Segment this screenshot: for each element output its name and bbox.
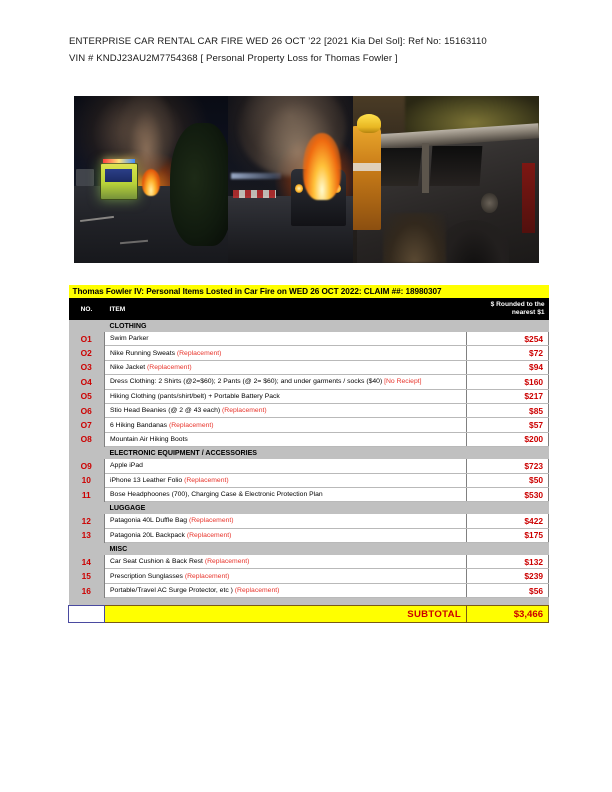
row-item-description — [105, 346, 467, 360]
row-number: 11 — [69, 487, 105, 501]
row-item-description — [105, 569, 467, 583]
column-header-amount-line1: $ Rounded to the — [490, 300, 545, 308]
row-item-text: Patagonia 20L Backpack — [110, 531, 187, 539]
table-spacer-row — [69, 598, 549, 606]
photo-1-fire-engine — [100, 163, 138, 200]
table-row — [69, 583, 549, 597]
section-header-row — [69, 320, 549, 332]
row-item-description — [105, 432, 467, 446]
subtotal-blank-cell — [69, 606, 105, 623]
section-amount-cell — [467, 543, 549, 556]
section-amount-cell — [467, 502, 549, 515]
claim-banner-row — [69, 285, 549, 298]
row-number: O8 — [69, 432, 105, 446]
section-title: MISC — [105, 543, 467, 556]
column-header-row — [69, 298, 549, 320]
spacer-cell — [105, 598, 467, 606]
photo-2-emergency-lights — [231, 173, 281, 180]
photo-2-road-barrier — [233, 190, 275, 198]
section-no-cell — [69, 543, 105, 556]
row-number: 14 — [69, 555, 105, 569]
row-number: O6 — [69, 403, 105, 417]
row-amount: $56 — [467, 583, 549, 597]
row-item-text: Patagonia 40L Duffle Bag — [110, 517, 189, 525]
photo-burned-car-closeup — [353, 96, 539, 263]
section-amount-cell — [467, 320, 549, 332]
table-row — [69, 403, 549, 417]
row-item-description — [105, 332, 467, 346]
row-item-text: Dress Clothing: 2 Shirts (@2=$60); 2 Pants (@ 2= $60); and under garments / socks ($40) — [110, 378, 385, 386]
photo-1-lightbar — [103, 159, 134, 164]
photo-2-headlight — [295, 184, 303, 193]
row-item-note: (Replacement) — [188, 517, 234, 525]
photo-3-red-paint-panel — [522, 163, 535, 233]
tail-cell — [105, 623, 467, 628]
row-item-text: Portable/Travel AC Surge Protector, etc ) — [110, 587, 235, 595]
row-item-text: Hiking Clothing (pants/shirt/belt) + Portable Battery Pack — [110, 392, 280, 400]
row-number: 13 — [69, 528, 105, 542]
column-header-item: ITEM — [105, 298, 467, 320]
row-item-description — [105, 360, 467, 374]
table-row — [69, 528, 549, 542]
row-item-text: Nike Jacket — [110, 363, 148, 371]
row-item-description — [105, 403, 467, 417]
spacer-cell — [69, 598, 105, 606]
row-item-description — [105, 418, 467, 432]
photo-3-fuel-cap — [481, 193, 498, 213]
row-item-description — [105, 459, 467, 473]
row-item-description — [105, 555, 467, 569]
subtotal-row — [69, 606, 549, 623]
table-row — [69, 432, 549, 446]
photo-1-flames — [142, 169, 161, 196]
row-amount: $254 — [467, 332, 549, 346]
section-header-row — [69, 447, 549, 460]
section-header-row — [69, 543, 549, 556]
row-item-text: iPhone 13 Leather Folio — [110, 476, 185, 484]
row-amount: $200 — [467, 432, 549, 446]
row-amount: $239 — [467, 569, 549, 583]
row-item-text: Car Seat Cushion & Back Rest — [110, 558, 205, 566]
table-row — [69, 487, 549, 501]
section-title: LUGGAGE — [105, 502, 467, 515]
row-item-text: Nike Running Sweats — [110, 349, 177, 357]
section-no-cell — [69, 447, 105, 460]
photo-3-front-window-opening — [377, 148, 422, 186]
table-row — [69, 555, 549, 569]
photo-fire-engine-roadside-fire — [74, 96, 228, 263]
row-amount: $57 — [467, 418, 549, 432]
row-amount: $175 — [467, 528, 549, 542]
row-number: O3 — [69, 360, 105, 374]
row-number: 16 — [69, 583, 105, 597]
photo-2-flames — [303, 133, 340, 200]
row-item-description — [105, 487, 467, 501]
row-amount: $72 — [467, 346, 549, 360]
row-number: O1 — [69, 332, 105, 346]
row-item-note: (Replacement) — [222, 407, 267, 415]
row-item-text: Bose Headphoones (700), Charging Case & Electronic Protection Plan — [110, 491, 323, 499]
row-amount: $85 — [467, 403, 549, 417]
row-item-description — [105, 514, 467, 528]
row-item-note: (Replacement) — [168, 421, 214, 429]
row-amount: $50 — [467, 473, 549, 487]
section-header-row — [69, 502, 549, 515]
row-amount: $422 — [467, 514, 549, 528]
tail-cell — [467, 623, 549, 628]
row-item-text: 6 Hiking Bandanas — [110, 421, 169, 429]
row-item-description — [105, 583, 467, 597]
table-row — [69, 569, 549, 583]
table-row — [69, 375, 549, 389]
row-number: O5 — [69, 389, 105, 403]
row-item-description — [105, 473, 467, 487]
column-header-no: NO. — [69, 298, 105, 320]
row-number: O4 — [69, 375, 105, 389]
photo-3-b-pillar — [422, 143, 429, 193]
header-line-1: ENTERPRISE CAR RENTAL CAR FIRE WED 26 OCT ’22 [2021 Kia Del Sol]: Ref No: 15163110 — [69, 36, 487, 47]
table-row — [69, 473, 549, 487]
row-number: O9 — [69, 459, 105, 473]
section-amount-cell — [467, 447, 549, 460]
tail-cell — [69, 623, 105, 628]
row-item-note: (Replacement) — [184, 476, 229, 484]
photo-car-ablaze-head-on — [228, 96, 353, 263]
row-item-note: (Replacement) — [147, 363, 192, 371]
photo-3-firefighter-reflective-stripe — [353, 163, 381, 171]
header-line-2: VIN # KNDJ23AU2M7754368 [ Personal Property Loss for Thomas Fowler ] — [69, 53, 398, 64]
document-header — [69, 33, 549, 67]
table-tail-row — [69, 623, 549, 628]
photo-3-rear-window-opening — [430, 146, 483, 186]
row-item-text: Prescription Sunglasses — [110, 572, 185, 580]
row-number: 12 — [69, 514, 105, 528]
column-header-amount-line2: nearest $1 — [511, 309, 545, 316]
photo-3-firefighter-helmet — [357, 114, 381, 132]
row-number: O2 — [69, 346, 105, 360]
photo-1-roadside-bush — [170, 123, 229, 247]
table-row — [69, 418, 549, 432]
photo-1-engine-window — [105, 169, 132, 182]
table-row — [69, 332, 549, 346]
section-title: CLOTHING — [105, 320, 467, 332]
photo-strip — [74, 96, 539, 263]
row-item-note: (Replacement) — [234, 587, 280, 595]
column-header-amount — [467, 298, 549, 320]
photo-3-firefighter-coat — [353, 126, 381, 230]
subtotal-amount: $3,466 — [467, 606, 549, 623]
row-item-description — [105, 375, 467, 389]
personal-items-sheet — [68, 285, 548, 627]
row-item-text: Swim Parker — [110, 335, 149, 343]
row-amount: $160 — [467, 375, 549, 389]
row-item-note: (Replacement) — [204, 558, 250, 566]
table-row — [69, 360, 549, 374]
row-number: 15 — [69, 569, 105, 583]
row-item-text: Mountain Air Hiking Boots — [110, 435, 188, 443]
row-amount: $94 — [467, 360, 549, 374]
items-table — [68, 285, 549, 627]
claim-banner: Thomas Fowler IV: Personal Items Losted in Car Fire on WED 26 OCT 2022: CLAIM ##: 18980307 — [69, 285, 549, 298]
row-amount: $530 — [467, 487, 549, 501]
table-row — [69, 389, 549, 403]
row-item-note: [No Reciept] — [384, 378, 422, 386]
row-item-text: Stio Head Beanies (@ 2 @ 43 each) — [110, 407, 223, 415]
photo-3-debris — [383, 213, 446, 263]
row-amount: $132 — [467, 555, 549, 569]
section-no-cell — [69, 320, 105, 332]
table-row — [69, 514, 549, 528]
row-item-text: Apple iPad — [110, 462, 143, 470]
row-number: 10 — [69, 473, 105, 487]
photo-1-distant-vehicle — [76, 169, 95, 186]
table-row — [69, 459, 549, 473]
section-title: ELECTRONIC EQUIPMENT / ACCESSORIES — [105, 447, 467, 460]
row-item-note: (Replacement) — [186, 531, 232, 539]
table-row — [69, 346, 549, 360]
row-amount: $723 — [467, 459, 549, 473]
row-number: O7 — [69, 418, 105, 432]
row-item-description — [105, 528, 467, 542]
row-item-note: (Replacement) — [184, 572, 230, 580]
subtotal-label: SUBTOTAL — [105, 606, 467, 623]
section-no-cell — [69, 502, 105, 515]
row-amount: $217 — [467, 389, 549, 403]
row-item-description — [105, 389, 467, 403]
spacer-cell — [467, 598, 549, 606]
row-item-note: (Replacement) — [176, 349, 222, 357]
